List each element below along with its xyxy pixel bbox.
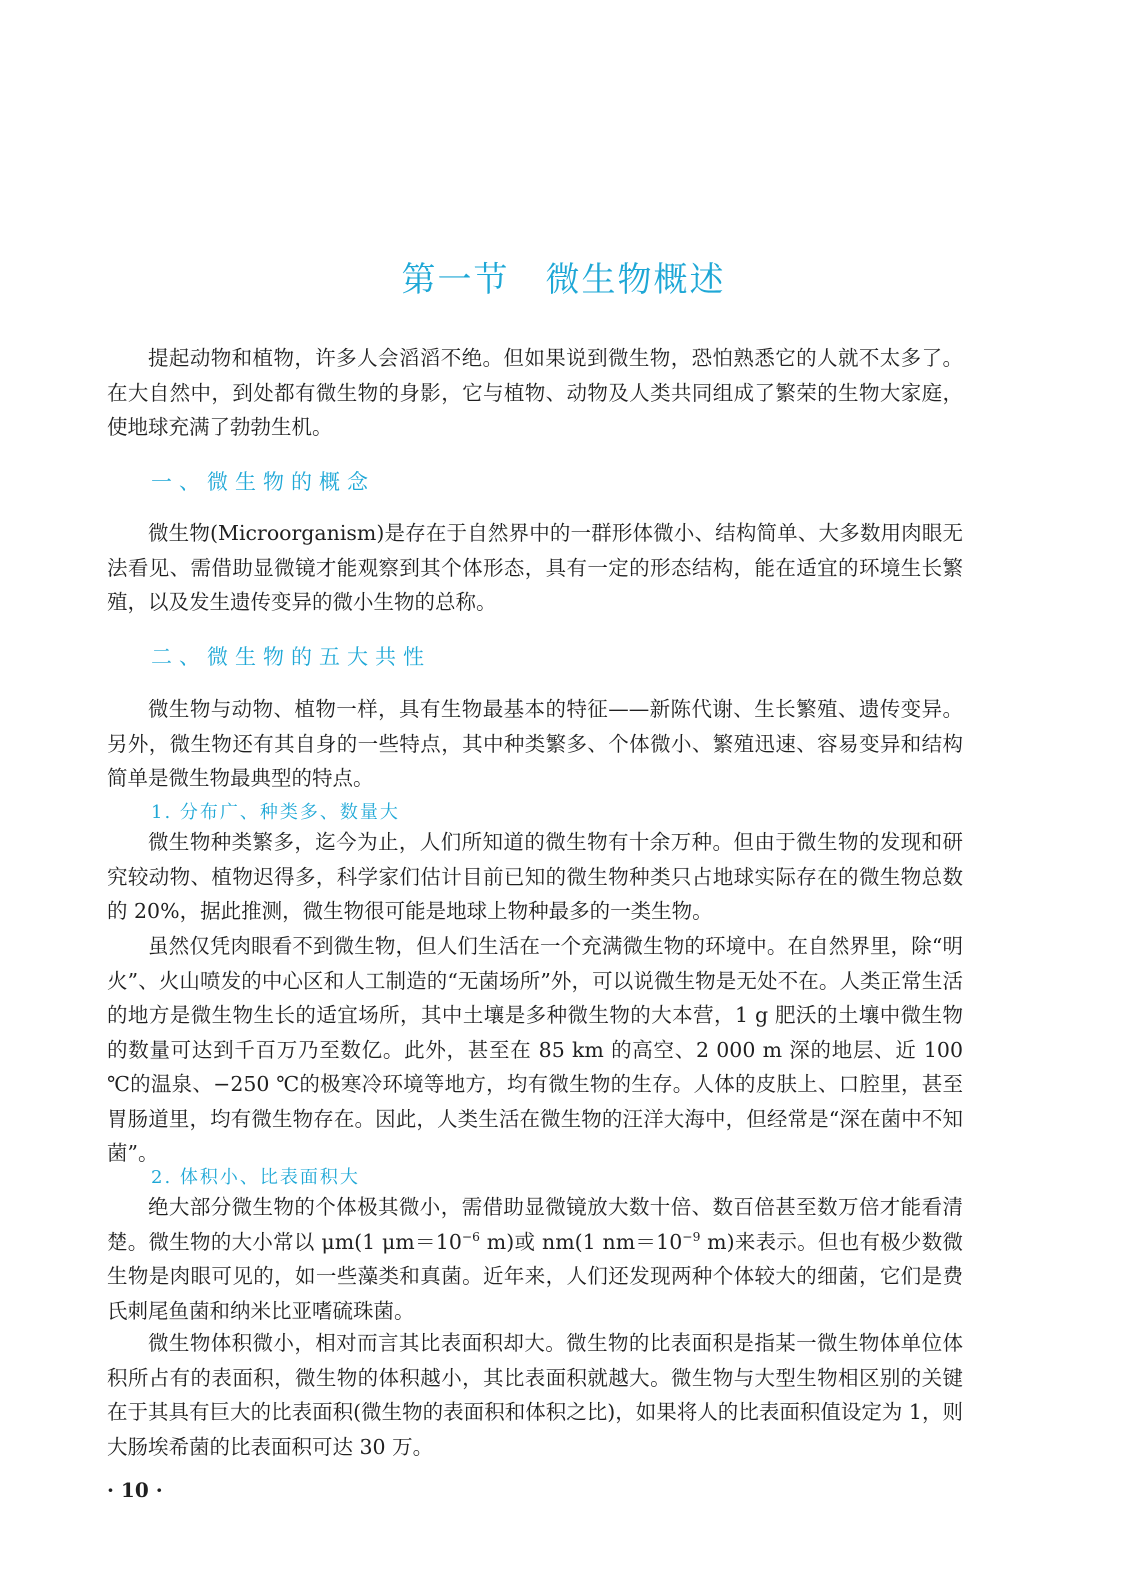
size-paragraph-2: 微生物体积微小，相对而言其比表面积却大。微生物的比表面积是指某一微生物体单位体积所占有的表面积，微生物的体积越小，其比表面积就越大。微生物与大型生物相区别的关键在于其具有巨大的比表面积(微生物的表面积和体积之比)，如果将人的比表面积值设定为 1，则大肠埃希菌的比表面积可达 30 万。 xyxy=(107,1331,963,1459)
size-text-c: m)来表示。但也有极少数微生物是肉眼可见的，如一些藻类和真菌。近年来，人们还发现两种个体较大的细菌，它们是费氏刺尾鱼菌和纳米比亚嗜硫珠菌。 xyxy=(107,1229,964,1323)
section-heading-common-traits: 二、微生物的五大共性 xyxy=(151,645,431,669)
size-paragraph-1 xyxy=(107,1190,963,1328)
distribution-paragraph-1: 微生物种类繁多，迄今为止，人们所知道的微生物有十余万种。但由于微生物的发现和研究较动物、植物迟得多，科学家们估计目前已知的微生物种类只占地球实际存在的微生物总数的 20%，据此推测，微生物很可能是地球上物种最多的一类生物。 xyxy=(107,830,963,923)
size-text-b: m)或 nm(1 nm＝10 xyxy=(480,1229,683,1254)
subheading-size: 2. 体积小、比表面积大 xyxy=(151,1167,360,1188)
page-number: · 10 · xyxy=(107,1478,163,1502)
distribution-paragraph-2: 虽然仅凭肉眼看不到微生物，但人们生活在一个充满微生物的环境中。在自然界里，除“明火”、火山喷发的中心区和人工制造的“无菌场所”外，可以说微生物是无处不在。人类正常生活的地方是微生物生长的适宜场所，其中土壤是多种微生物的大本营，1 g 肥沃的土壤中微生物的数量可达到千百万乃至数亿。此外，甚至在 85 km 的高空、2 000 m 深的地层、近 100 ℃的温泉、−250 ℃的极寒冷环境等地方，均有微生物的生存。人体的皮肤上、口腔里，甚至胃肠道里，均有微生物存在。因此，人类生活在微生物的汪洋大海中，但经常是“深在菌中不知菌”。 xyxy=(107,934,963,1165)
intro-paragraph: 提起动物和植物，许多人会滔滔不绝。但如果说到微生物，恐怕熟悉它的人就不太多了。在大自然中，到处都有微生物的身影，它与植物、动物及人类共同组成了繁荣的生物大家庭，使地球充满了勃勃生机。 xyxy=(107,346,963,439)
traits-paragraph: 微生物与动物、植物一样，具有生物最基本的特征——新陈代谢、生长繁殖、遗传变异。另外，微生物还有其自身的一些特点，其中种类繁多、个体微小、繁殖迅速、容易变异和结构简单是微生物最典型的特点。 xyxy=(107,697,963,790)
section-heading-concept: 一、微生物的概念 xyxy=(151,470,375,494)
subheading-distribution: 1. 分布广、种类多、数量大 xyxy=(151,802,400,823)
size-text-a: 绝大部分微生物的个体极其微小，需借助显微镜放大数十倍、数百倍甚至数万倍才能看清楚。微生物的大小常以 μm(1 μm＝10 xyxy=(107,1195,963,1254)
exponent-nanometer: −9 xyxy=(682,1229,701,1244)
chapter-title: 第一节 微生物概述 xyxy=(401,260,726,300)
concept-paragraph: 微生物(Microorganism)是存在于自然界中的一群形体微小、结构简单、大多数用肉眼无法看见、需借助显微镜才能观察到其个体形态，具有一定的形态结构，能在适宜的环境生长繁殖，以及发生遗传变异的微小生物的总称。 xyxy=(107,521,963,614)
exponent-micrometer: −6 xyxy=(461,1229,481,1244)
